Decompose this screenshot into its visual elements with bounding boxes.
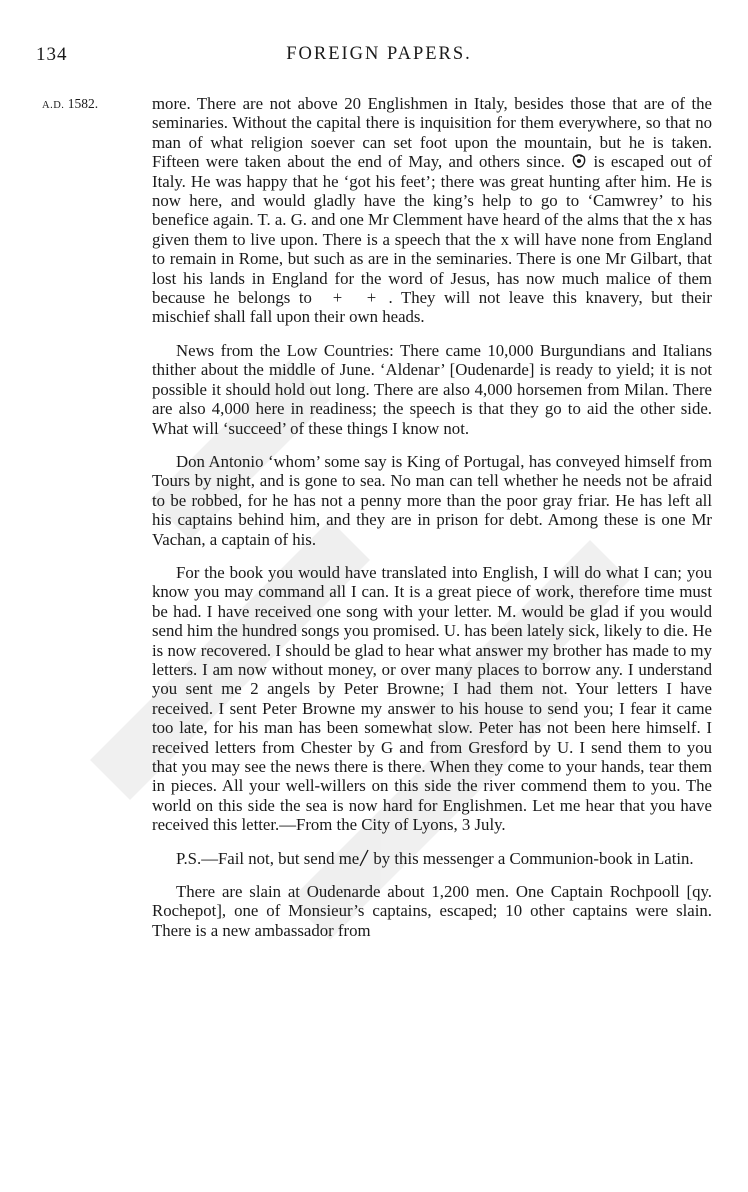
p1-text-b: is escaped out of Italy. He was happy that he ‘got his feet’; there was great hunting after him. He is now here, and would gladly have the king’s help to go to ‘Camwrey’ to his benefice again. T. a. G. and one Mr Clemment have heard of the alms that the x has given them to live upon. There is a speech that the x will have none from England to remain in Rome, but such as are in the seminaries. There is one Mr Gilbart, that lost his lands in England for the word of Jesus, has now much malice of them because he belongs to <box>152 152 712 308</box>
paragraph-oudenarde: There are slain at Oudenarde about 1,200 men. One Captain Rochpooll [qy. Rochepot], one of Monsieur’s captains, escaped; 10 other captains were slain. There is a new ambassador from <box>152 882 712 940</box>
ps-text-a: P.S.—Fail not, but send me <box>176 848 360 868</box>
p1-text-a: more. There are not above 20 Englishmen in Italy, besides those that are of the seminaries. Without the capital there is inquisition for them everywhere, so that no man of what religion soever can set foot upon the mountain, but he is taken. Fifteen were taken about the end of May, and others since. <box>152 94 712 172</box>
document-body <box>152 94 712 954</box>
paragraph-low-countries: News from the Low Countries: There came 10,000 Burgundians and Italians thither about the middle of June. ‘Aldenar’ [Oudenarde] is ready to yield; it is not possible it should hold out long. There are also 4,000 horsemen from Milan. There are also 4,000 here in readiness; the speech is that they go to aid the other side. What will ‘succeed’ of these things I know not. <box>152 340 712 438</box>
year-prefix: A.D. <box>42 100 65 111</box>
ps-text-b: by this messenger a Communion-book in Latin. <box>369 848 694 868</box>
page-header <box>36 44 722 72</box>
page-number: 134 <box>36 44 68 65</box>
paragraph-don-antonio: Don Antonio ‘whom’ some say is King of Portugal, has conveyed himself from Tours by night, and is gone to sea. No man can tell whether he needs not be afraid to be robbed, for he has not a penny more than the poor gray friar. He has left all his captains behind him, and they are in prison for debt. Among these is one Mr Vachan, a captain of his. <box>152 451 712 549</box>
running-title: FOREIGN PAPERS. <box>286 44 472 64</box>
paragraph-book-letter: For the book you would have translated into English, I will do what I can; you know you may command all I can. It is a great piece of work, therefore time must be had. I have received one song with your letter. M. would be glad if you would send him the hundred songs you promised. U. has been lately sick, likely to die. He is now recovered. I should be glad to hear what answer my brother has made to my letters. I am now without money, or over many places to borrow any. I understand you sent me 2 angels by Peter Browne; I had them not. Your letters I have received. I sent Peter Browne my answer to his house to send you; I fear it came too late, for his man has been somewhat slow. Peter has not been here himself. I received letters from Chester by G and from Gresford by U. I send them to you that you may see the news there is there. When they come to your hands, tear them in pieces. All your well-willers on this side the river commend them to you. The world on this side the sea is now hard for Englishmen. Let me hear that you have received this letter.—From the City of Lyons, 3 July. <box>152 562 712 835</box>
margin-year <box>42 96 98 112</box>
p1-text-c: . They will not leave this knavery, but their mischief shall fall upon their own heads. <box>152 288 712 327</box>
cross-symbol: + <box>366 288 377 308</box>
year-value: 1582. <box>67 96 99 111</box>
insertion-mark-icon <box>359 849 369 867</box>
paragraph-postscript <box>152 849 712 868</box>
paragraph-italy <box>152 94 712 327</box>
cipher-symbol-icon <box>571 153 587 169</box>
cross-symbol: + <box>332 288 343 308</box>
